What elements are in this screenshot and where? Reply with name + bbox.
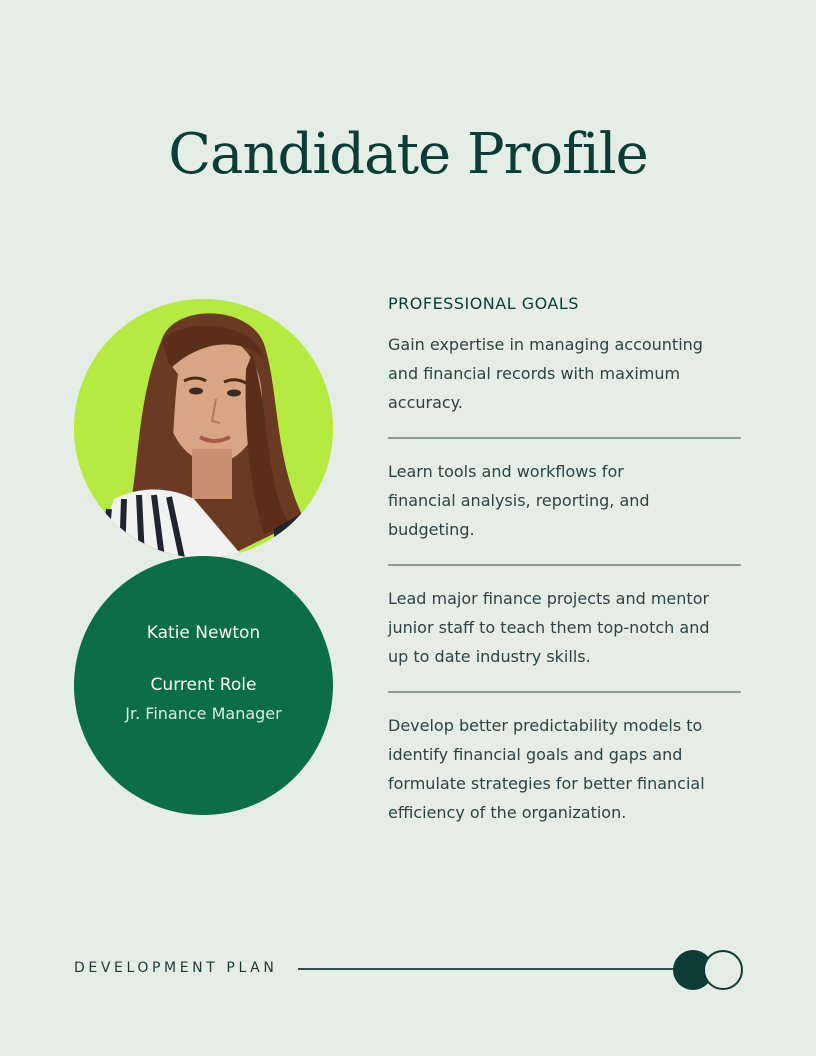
goal-item: Gain expertise in managing accounting and financial records with maximum accuracy. bbox=[388, 335, 703, 412]
goal-item: Develop better predictability models to identify financial goals and gaps and formulate strategies for better financial efficiency of the organization. bbox=[388, 716, 705, 822]
outline-circle-icon bbox=[703, 950, 743, 990]
footer-label: DEVELOPMENT PLAN bbox=[74, 960, 278, 976]
divider bbox=[388, 564, 741, 566]
divider bbox=[388, 691, 741, 693]
goals-heading: PROFESSIONAL GOALS bbox=[388, 294, 579, 313]
professional-goals-section bbox=[388, 292, 741, 827]
footer-divider bbox=[298, 968, 688, 970]
current-role-value: Jr. Finance Manager bbox=[125, 704, 282, 723]
portrait-photo-icon bbox=[74, 299, 333, 558]
candidate-info-circle bbox=[74, 556, 333, 815]
candidate-name: Katie Newton bbox=[146, 623, 261, 643]
goal-item: Learn tools and workflows for financial analysis, reporting, and budgeting. bbox=[388, 462, 650, 539]
goal-item: Lead major finance projects and mentor junior staff to teach them top-notch and up to date industry skills. bbox=[388, 589, 710, 666]
current-role-label: Current Role bbox=[150, 675, 257, 695]
divider bbox=[388, 437, 741, 439]
candidate-photo bbox=[74, 299, 333, 558]
page-title: Candidate Profile bbox=[168, 122, 648, 187]
